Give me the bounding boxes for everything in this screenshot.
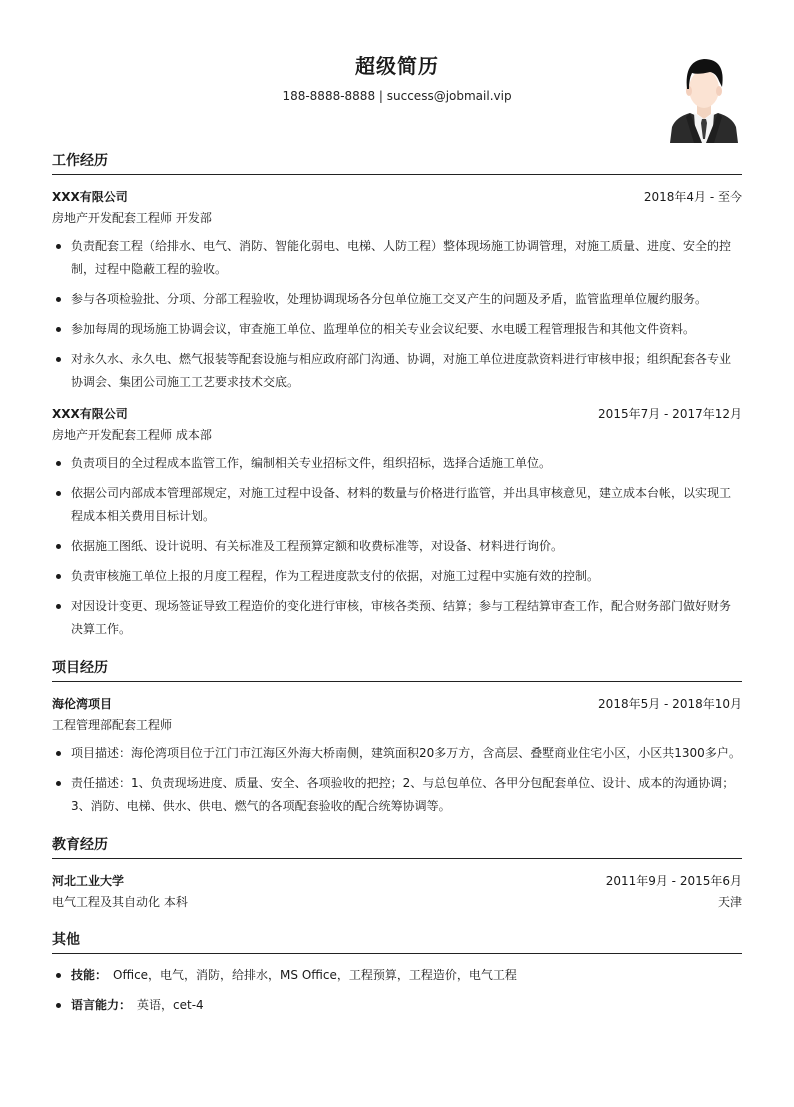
skills-value: Office，电气，消防，给排水，MS Office，工程预算，工程造价，电气工程 xyxy=(113,968,517,982)
section-divider xyxy=(52,953,742,954)
bullet-item: 责任描述：1、负责现场进度、质量、安全、各项验收的把控；2、与总包单位、各甲分包配套单位、设计、成本的沟通协调；3、消防、电梯、供水、供电、燃气的各项配套验收的配合统筹协调等。 xyxy=(52,772,742,818)
section-divider xyxy=(52,174,742,175)
entry-date: 2015年7月 - 2017年12月 xyxy=(598,406,742,421)
work-entry xyxy=(52,402,742,641)
bullet-item: 参与各项检验批、分项、分部工程验收，处理协调现场各分包单位施工交叉产生的问题及矛盾，监管监理单位履约服务。 xyxy=(52,288,742,311)
other-section xyxy=(52,927,742,1017)
bullet-item: 依据施工图纸、设计说明、有关标准及工程预算定额和收费标准等，对设备、材料进行询价。 xyxy=(52,535,742,558)
entry-organization: 河北工业大学 xyxy=(52,873,125,888)
project-section-title: 项目经历 xyxy=(52,660,108,676)
entry-organization: 海伦湾项目 xyxy=(52,696,113,711)
bullet-item: 负责配套工程（给排水、电气、消防、智能化弱电、电梯、人防工程）整体现场施工协调管理，对施工质量、进度、安全的控制，过程中隐蔽工程的验收。 xyxy=(52,235,742,281)
education-section-title: 教育经历 xyxy=(52,837,108,853)
entry-date: 2018年4月 - 至今 xyxy=(643,189,742,204)
entry-organization: XXX有限公司 xyxy=(52,189,128,204)
entry-organization: XXX有限公司 xyxy=(52,406,128,421)
bullet-item: 对因设计变更、现场签证导致工程造价的变化进行审核，审核各类预、结算；参与工程结算审查工作，配合财务部门做好财务决算工作。 xyxy=(52,595,742,641)
bullet-item: 参加每周的现场施工协调会议，审查施工单位、监理单位的相关专业会议纪要、水电暖工程管理报告和其他文件资料。 xyxy=(52,318,742,341)
other-list xyxy=(52,964,742,1017)
education-entry xyxy=(52,869,742,913)
entry-date: 2018年5月 - 2018年10月 xyxy=(598,696,742,711)
language-value: 英语，cet-4 xyxy=(137,998,204,1012)
entry-role: 电气工程及其自动化 本科 xyxy=(52,895,188,909)
education-section xyxy=(52,832,742,913)
entry-bullets xyxy=(52,235,742,394)
work-section xyxy=(52,148,742,641)
entry-bullets xyxy=(52,452,742,641)
bullet-item: 负责审核施工单位上报的月度工程程，作为工程进度款支付的依据，对施工过程中实施有效的控制。 xyxy=(52,565,742,588)
entry-location: 天津 xyxy=(717,895,742,909)
resume-header xyxy=(52,0,742,148)
project-section xyxy=(52,655,742,818)
entry-role: 工程管理部配套工程师 xyxy=(52,718,173,732)
work-section-title: 工作经历 xyxy=(52,153,108,169)
bullet-item: 项目描述：海伦湾项目位于江门市江海区外海大桥南侧，建筑面积20多万方，含高层、叠墅商业住宅小区，小区共1300多户。 xyxy=(52,742,742,765)
bullet-item: 负责项目的全过程成本监管工作，编制相关专业招标文件，组织招标，选择合适施工单位。 xyxy=(52,452,742,475)
skills-label: 技能： xyxy=(71,968,108,982)
other-section-title: 其他 xyxy=(52,932,80,948)
entry-role: 房地产开发配套工程师 成本部 xyxy=(52,428,212,442)
section-divider xyxy=(52,681,742,682)
section-divider xyxy=(52,858,742,859)
avatar xyxy=(668,53,740,143)
language-item xyxy=(52,994,742,1017)
bullet-item: 依据公司内部成本管理部规定，对施工过程中设备、材料的数量与价格进行监管，并出具审核意见，建立成本台帐，以实现工程成本相关费用目标计划。 xyxy=(52,482,742,528)
contact-info: 188-8888-8888 | success@jobmail.vip xyxy=(282,89,512,103)
work-entry xyxy=(52,185,742,394)
resume-name: 超级简历 xyxy=(355,54,439,78)
entry-bullets xyxy=(52,742,742,818)
entry-role: 房地产开发配套工程师 开发部 xyxy=(52,211,212,225)
entry-date: 2011年9月 - 2015年6月 xyxy=(605,873,742,888)
language-label: 语言能力： xyxy=(71,998,132,1012)
resume-page xyxy=(52,0,742,1107)
skills-item xyxy=(52,964,742,987)
bullet-item: 对永久水、永久电、燃气报装等配套设施与相应政府部门沟通、协调，对施工单位进度款资料进行审核申报；组织配套各专业协调会、集团公司施工工艺要求技术交底。 xyxy=(52,348,742,394)
project-entry xyxy=(52,692,742,818)
